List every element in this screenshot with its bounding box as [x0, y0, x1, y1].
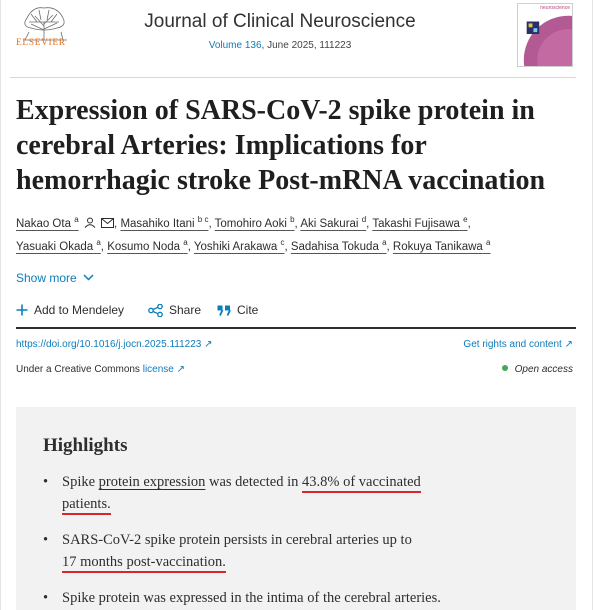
- share-icon: [148, 304, 163, 317]
- external-link-icon: ↗: [564, 339, 573, 350]
- mendeley-label: Add to Mendeley: [34, 303, 125, 317]
- highlights-heading: Highlights: [43, 435, 128, 456]
- email-icon[interactable]: [101, 214, 114, 236]
- article-toolbar: [16, 303, 576, 325]
- show-more-label: Show more: [16, 271, 77, 285]
- publisher-wordmark: ELSEVIER: [16, 38, 66, 48]
- quote-icon: [217, 305, 231, 316]
- author-link[interactable]: Masahiko Itani $^{b c}$: [120, 215, 209, 230]
- license-notice: Under a Creative Commons license ↗: [16, 364, 186, 375]
- share-button[interactable]: [148, 303, 201, 317]
- add-to-mendeley-button[interactable]: [16, 303, 124, 317]
- cite-label: Cite: [237, 303, 259, 317]
- issue-date: , June 2025, 111223: [261, 40, 352, 51]
- annotated-patients: patients.: [62, 496, 111, 515]
- author-link[interactable]: Yoshiki Arakawa $^c$: [193, 238, 285, 253]
- protein-expression-link[interactable]: protein expression: [98, 474, 206, 490]
- list-item: • Spike protein expression was detected in 43.8% of vaccinated patients.: [43, 471, 563, 515]
- annotated-percentage: 43.8% of vaccinated: [302, 474, 421, 493]
- open-access-badge: Open access: [502, 364, 573, 375]
- journal-issue-info: [130, 40, 430, 51]
- article-title: Expression of SARS-CoV-2 spike protein in cerebral Arteries: Implications for hemorrhagic stroke Post-mRNA vaccination: [16, 95, 546, 196]
- author-link[interactable]: Sadahisa Tokuda $^a$: [290, 238, 387, 253]
- volume-link[interactable]: Volume 136: [208, 40, 262, 51]
- rights-link[interactable]: Get rights and content ↗: [463, 339, 573, 350]
- author-link[interactable]: Yasuaki Okada $^a$: [16, 238, 101, 253]
- highlights-list: [43, 471, 563, 610]
- author-link[interactable]: Aki Sakurai $^d$: [300, 215, 367, 230]
- person-icon[interactable]: [84, 214, 96, 236]
- toolbar-divider: [16, 327, 576, 329]
- annotated-duration: 17 months post-vaccination.: [62, 554, 226, 573]
- author-link[interactable]: Kosumo Noda $^a$: [107, 238, 188, 253]
- journal-header: [10, 0, 576, 78]
- plus-icon: [16, 304, 28, 316]
- external-link-icon: ↗: [204, 339, 213, 350]
- cover-brand: neuroscience: [540, 5, 570, 11]
- license-link[interactable]: license ↗: [142, 364, 186, 375]
- open-access-dot-icon: [502, 365, 508, 371]
- author-link[interactable]: Nakao Ota $^a$: [16, 215, 79, 230]
- list-item: • Spike protein was expressed in the intima of the cerebral arteries.: [43, 587, 563, 609]
- doi-link[interactable]: https://doi.org/10.1016/j.jocn.2025.111223 ↗: [16, 339, 213, 350]
- show-more-button[interactable]: [16, 270, 94, 285]
- list-item: • SARS-CoV-2 spike protein persists in cerebral arteries up to 17 months post-vaccination.: [43, 529, 563, 573]
- author-link[interactable]: Rokuya Tanikawa $^a$: [392, 238, 491, 253]
- journal-cover-thumbnail[interactable]: [517, 3, 573, 67]
- highlights-section: [16, 407, 576, 610]
- journal-title[interactable]: Journal of Clinical Neuroscience: [144, 11, 416, 32]
- author-link[interactable]: Tomohiro Aoki $^b$: [214, 215, 295, 230]
- chevron-down-icon: [83, 270, 94, 284]
- author-link[interactable]: Takashi Fujisawa $^e$: [372, 215, 468, 230]
- share-label: Share: [169, 303, 202, 317]
- author-list: Nakao Ota $^a$ , Masahiko Itani $^{b c}$, Tomohiro Aoki $^b$, Aki Sakurai $^d$, Takashi Fujisawa $^e$, Yasuaki Okada $^a$, Kosumo Noda $^a$, Yoshiki Arakawa $^c$, Sadahisa Tokuda $^a$, Rokuya Tanikawa $^a$: [16, 215, 491, 253]
- cite-button[interactable]: [217, 303, 258, 317]
